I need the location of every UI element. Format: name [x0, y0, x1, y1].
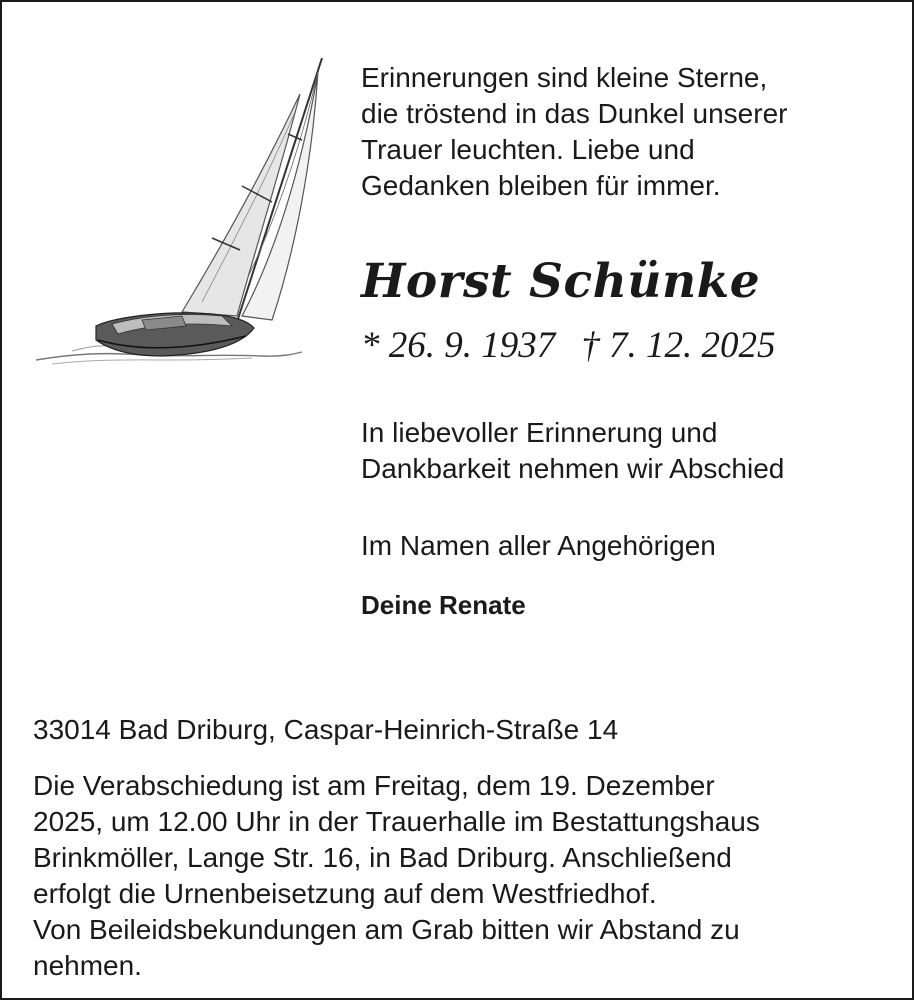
life-dates	[361, 324, 776, 368]
sailboat-illustration	[32, 54, 332, 369]
poem-line: Trauer leuchten. Liebe und	[361, 134, 695, 165]
details-line: nehmen.	[33, 950, 142, 981]
details-line: 2025, um 12.00 Uhr in der Trauerhalle im Bestattungshaus	[33, 806, 760, 837]
poem-line: Gedanken bleiben für immer.	[361, 170, 721, 201]
birth-date: * 26. 9. 1937	[361, 325, 556, 366]
ceremony-details	[33, 768, 893, 984]
address: 33014 Bad Driburg, Caspar-Heinrich-Straße 14	[33, 714, 619, 745]
signature: Deine Renate	[361, 590, 526, 620]
family-line: Im Namen aller Angehörigen	[361, 530, 716, 561]
memorial-poem	[361, 60, 901, 204]
details-line: Die Verabschiedung ist am Freitag, dem 19. Dezember	[33, 770, 715, 801]
details-line: Von Beileidsbekundungen am Grab bitten wir Abstand zu	[33, 914, 740, 945]
poem-line: Erinnerungen sind kleine Sterne,	[361, 62, 768, 93]
poem-line: die tröstend in das Dunkel unserer	[361, 98, 788, 129]
details-line: Brinkmöller, Lange Str. 16, in Bad Driburg. Anschließend	[33, 842, 732, 873]
farewell-text	[361, 415, 901, 487]
details-line: erfolgt die Urnenbeisetzung auf dem Westfriedhof.	[33, 878, 657, 909]
deceased-name: Horst Schünke	[361, 254, 761, 309]
death-date: † 7. 12. 2025	[581, 325, 776, 366]
farewell-line: In liebevoller Erinnerung und	[361, 417, 718, 448]
farewell-line: Dankbarkeit nehmen wir Abschied	[361, 453, 785, 484]
